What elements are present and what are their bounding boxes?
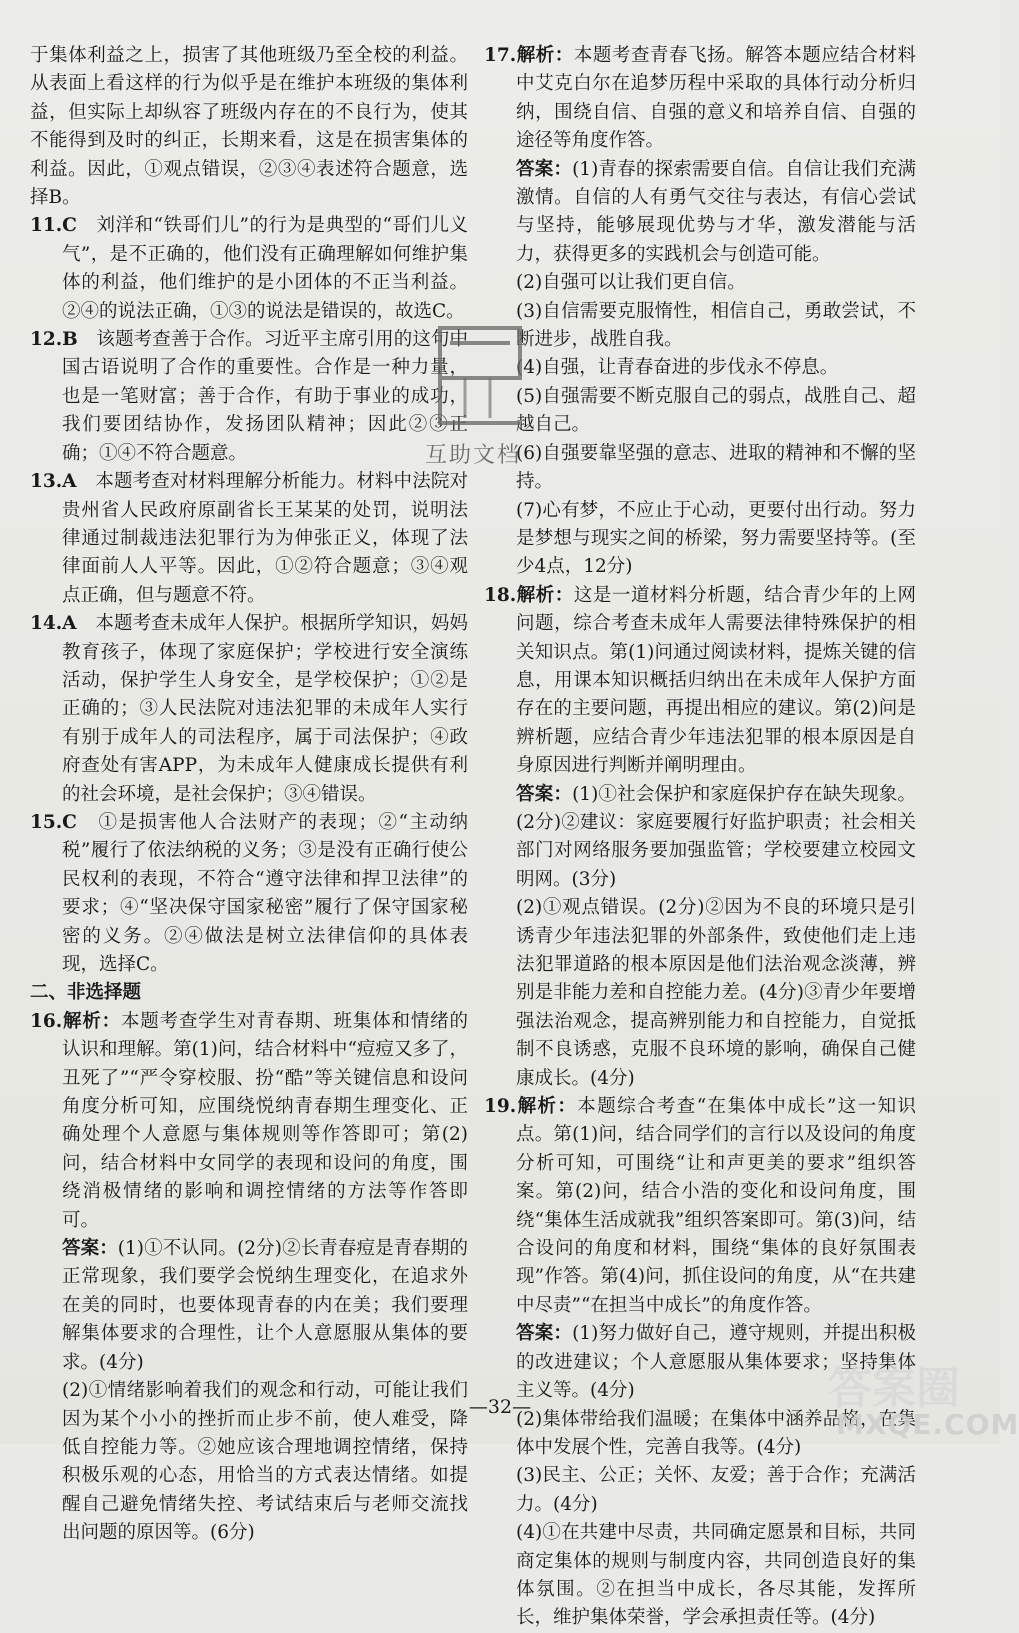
item-text: 该题考查善于合作。习近平主席引用的这句中国古语说明了合作的重要性。合作是一种力量，也是一笔财富；善于合作，有助于事业的成功，我们要团结协作，发扬团队精神；因此②③正确；①④不符合题意。 — [62, 329, 468, 464]
question-17-answer-4: (4)自强，让青春奋进的步伐永不停息。 — [516, 357, 839, 379]
analysis-label: 解析： — [62, 1010, 121, 1032]
question-19-answer-2: (2)集体带给我们温暖；在集体中涵养品格，在集体中发展个性，完善自我等。(4分) — [516, 1408, 916, 1458]
item-number: 15.C — [30, 811, 77, 833]
item-text: 刘洋和“铁哥们儿”的行为是典型的“哥们儿义气”，是不正确的，他们没有正确理解如何维护集体的利益，他们维护的是小团体的不正当利益。②④的说法正确，①③的说法是错误的，故选C。 — [62, 215, 468, 322]
item-number: 11.C — [30, 215, 77, 237]
question-19-analysis — [484, 1093, 916, 1320]
item-text: 本题考查未成年人保护。根据所学知识，妈妈教育孩子，体现了家庭保护；学校进行安全演练活动，保护学生人身安全，是学校保护；①②是正确的；③人民法院对违法犯罪的未成年人实行有别于成年人的司法程序，属于司法保护；④政府查处有害APP，为未成年人健康成长提供有利的社会环境，是社会保护；③④错误。 — [62, 613, 468, 805]
question-17-answer-7: (7)心有梦，不应止于心动，更要付出行动。努力是梦想与现实之间的桥梁，努力需要坚持等。(至少4点，12分) — [516, 499, 916, 578]
answer-label: 答案： — [516, 783, 573, 805]
answer-label: 答案： — [62, 1238, 118, 1260]
answer-label: 答案： — [516, 158, 573, 180]
watermark-stamp-icon — [430, 318, 530, 438]
question-17-answer-2: (2)自强可以让我们更自信。 — [516, 272, 746, 294]
analysis-text: 本题综合考查“在集体中成长”这一知识点。第(1)问，结合同学们的言行以及设问的角度分析可知，可围绕“让和声更美的要求”组织答案。第(2)问，结合小浩的变化和设问角度，围绕“集体生活成就我”组织答案即可。第(3)问，结合设问的角度和材料，围绕“集体的良好氛围表现”作答。第(4)问，抓住设问的角度，从“在共建中尽责”“在担当中成长”的角度作答。 — [516, 1096, 916, 1316]
question-19-answer-4: (4)①在共建中尽责，共同确定愿景和目标，共同商定集体的规则与制度内容，共同创造良好的集体氛围。②在担当中成长，各尽其能，发挥所长，维护集体荣誉，学会承担责任等。(4分) — [516, 1522, 916, 1629]
section-heading: 二、非选择题 — [30, 982, 142, 1004]
left-column — [30, 42, 468, 1548]
item-text: ①是损害他人合法财产的表现；②“主动纳税”履行了依法纳税的义务；③是没有正确行使公民权利的表现，不符合“遵守法律和捍卫法律”的要求；④“坚决保守国家秘密”履行了保守国家秘密的义务。②④做法是树立法律信仰的具体表现，选择C。 — [62, 811, 468, 975]
answer-item-14 — [30, 610, 468, 809]
question-16-answer-2: (2)①情绪影响着我们的观念和行动，可能让我们因为某个小小的挫折而止步不前，使人难受，降低自控能力等。②她应该合理地调控情绪，保持积极乐观的心态，用恰当的方式表达情绪。如提醒自己避免情绪失控、考试结束后与老师交流找出问题的原因等。(6分) — [62, 1380, 468, 1544]
page-number: —32— — [468, 1396, 532, 1418]
question-18-analysis — [484, 582, 916, 781]
question-17-answer-1 — [484, 156, 916, 270]
question-19-answer-3: (3)民主、公正；关怀、友爱；善于合作；充满活力。(4分) — [516, 1465, 916, 1515]
site-logo: 答案圈 — [828, 1363, 960, 1414]
question-18-answer-2: (2)①观点错误。(2分)②因为不良的环境只是引诱青少年违法犯罪的外部条件，致使他们走上违法犯罪道路的根本原因是他们法治观念淡薄，辨别是非能力差和自控能力差。(4分)③青少年要增强法治观念，提高辨别能力和自控能力，自觉抵制不良诱惑，克服不良环境的影响，确保自己健康成长。(4分) — [516, 897, 916, 1089]
analysis-text: 这是一道材料分析题，结合青少年的上网问题，综合考查未成年人需要法律特殊保护的相关知识点。第(1)问通过阅读材料，提炼关键的信息，用课本知识概括归纳出在未成年人保护方面存在的主要问题，再提出相应的建议。第(2)问是辨析题，应结合青少年违法犯罪的根本原因是自身原因进行判断并阐明理由。 — [516, 584, 916, 777]
answer-item-11 — [30, 212, 468, 326]
answer-label: 答案： — [516, 1323, 573, 1345]
question-17-answer-5: (5)自强需要不断克服自己的弱点，战胜自己、超越自己。 — [516, 385, 916, 436]
question-17-answer-3: (3)自信需要克服惰性，相信自己，勇敢尝试，不断进步，战胜自我。 — [516, 300, 916, 351]
item-number: 12.B — [30, 329, 78, 351]
analysis-label: 解析： — [516, 1096, 578, 1118]
question-17-analysis — [484, 42, 916, 156]
item-number: 19. — [484, 1096, 517, 1118]
question-16-analysis — [30, 1008, 468, 1235]
answer-item-12 — [30, 326, 468, 468]
answer-text: (1)①社会保护和家庭保护存在缺失现象。(2分)②建议：家庭要履行好监护职责；社会相关部门对网络服务要加强监管；学校要建立校园文明网。(3分) — [516, 783, 916, 890]
site-url: MXQE.COM — [836, 1408, 1019, 1441]
continued-answer: 于集体利益之上，损害了其他班级乃至全校的利益。从表面上看这样的行为似乎是在维护本班级的集体利益，但实际上却纵容了班级内存在的不良行为，使其不能得到及时的纠正，长期来看，这是在损害集体的利益。因此，①观点错误，②③④表述符合题意，选择B。 — [30, 45, 468, 209]
question-18-answer-1 — [484, 781, 916, 895]
watermark-text: 互助文档 — [425, 443, 522, 468]
answer-text: (1)努力做好自己，遵守规则，并提出积极的改进建议；个人意愿服从集体要求；坚持集体主义等。(4分) — [516, 1323, 916, 1402]
item-number: 17. — [484, 45, 517, 66]
item-text: 本题考查对材料理解分析能力。材料中法院对贵州省人民政府原副省长王某某的处罚，说明法律通过制裁违法犯罪行为为伸张正义，体现了法律面前人人平等。因此，①②符合题意；③④观点正确，但与题意不符。 — [62, 471, 468, 606]
analysis-label: 解析： — [516, 45, 574, 66]
answer-item-15 — [30, 809, 468, 979]
answer-item-13 — [30, 468, 468, 610]
answer-text: (1)青春的探索需要自信。自信让我们充满激情。自信的人有勇气交往与表达，有信心尝试与坚持，能够展现优势与才华，激发潜能与活力，获得更多的实践机会与创造可能。 — [516, 158, 916, 265]
analysis-label: 解析： — [516, 584, 574, 606]
question-17-answer-6: (6)自强要靠坚强的意志、进取的精神和不懈的坚持。 — [516, 442, 916, 493]
answer-text: (1)①不认同。(2分)②长青春痘是青春期的正常现象，我们要学会悦纳生理变化，在追求外在美的同时，也要体现青春的内在美；我们要理解集体要求的合理性，让个人意愿服从集体的要求。(4分) — [62, 1238, 468, 1373]
item-number: 14.A — [30, 613, 77, 635]
item-number: 16. — [30, 1010, 63, 1032]
question-16-answer-1 — [30, 1235, 468, 1377]
analysis-text: 本题考查青春飞扬。解答本题应结合材料中艾克白尔在追梦历程中采取的具体行动分析归纳，围绕自信、自强的意义和培养自信、自强的途径等角度作答。 — [516, 45, 916, 152]
item-number: 18. — [484, 584, 517, 606]
item-number: 13.A — [30, 471, 77, 493]
analysis-text: 本题考查学生对青春期、班集体和情绪的认识和理解。第(1)问，结合材料中“痘痘又多了，丑死了”“严令穿校服、扮“酷”等关键信息和设问角度分析可知，应围绕悦纳青春期生理变化、正确处理个人意愿与集体规则等作答即可；第(2)问，结合材料中女同学的表现和设问的角度，围绕消极情绪的影响和调控情绪的方法等作答即可。 — [62, 1010, 468, 1231]
